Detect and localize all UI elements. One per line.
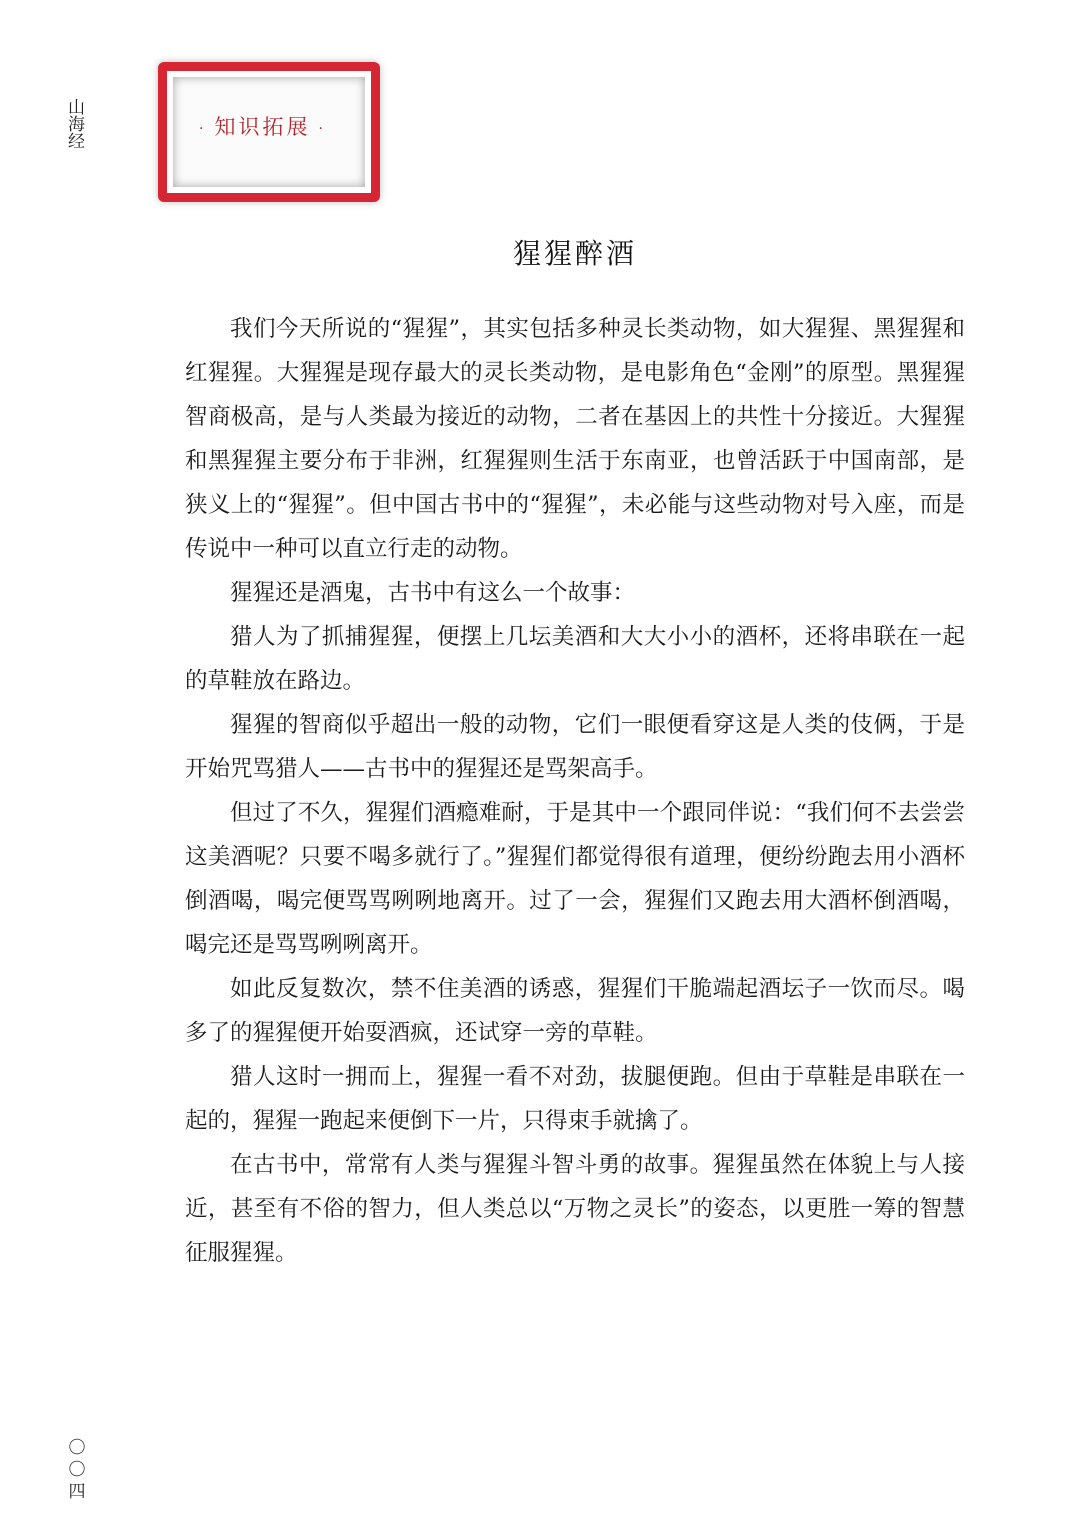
paragraph-1: 我们今天所说的“猩猩”，其实包括多种灵长类动物，如大猩猩、黑猩猩和红猩猩。大猩猩是现存最大的灵长类动物，是电影角色“金刚”的原型。黑猩猩智商极高，是与人类最为接近的动物，二者在基因上的共性十分接近。大猩猩和黑猩猩主要分布于非洲，红猩猩则生活于东南亚，也曾活跃于中国南部，是狭义上的“猩猩”。但中国古书中的“猩猩”，未必能与这些动物对号入座，而是传说中一种可以直立行走的动物。 <box>185 316 965 562</box>
badge-dot-left: · <box>199 120 207 137</box>
paragraph-7: 猎人这时一拥而上，猩猩一看不对劲，拔腿便跑。但由于草鞋是串联在一起的，猩猩一跑起来便倒下一片，只得束手就擒了。 <box>185 1064 965 1134</box>
paragraph-2: 猩猩还是酒鬼，古书中有这么一个故事： <box>230 580 636 606</box>
paragraph-8: 在古书中，常常有人类与猩猩斗智斗勇的故事。猩猩虽然在体貌上与人接近，甚至有不俗的智力，但人类总以“万物之灵长”的姿态，以更胜一筹的智慧征服猩猩。 <box>185 1152 965 1266</box>
page-number-digit-3: 四 <box>68 1482 86 1502</box>
paragraph-5: 但过了不久，猩猩们酒瘾难耐，于是其中一个跟同伴说：“我们何不去尝尝这美酒呢？只要不喝多就行了。”猩猩们都觉得很有道理，便纷纷跑去用小酒杯倒酒喝，喝完便骂骂咧咧地离开。过了一会，猩猩们又跑去用大酒杯倒酒喝，喝完还是骂骂咧咧离开。 <box>185 800 965 958</box>
badge-label: 知识拓展 <box>214 115 311 139</box>
paragraph-6: 如此反复数次，禁不住美酒的诱惑，猩猩们干脆端起酒坛子一饮而尽。喝多了的猩猩便开始耍酒疯，还试穿一旁的草鞋。 <box>185 976 965 1046</box>
page-number-digit-1: 〇 <box>68 1438 86 1458</box>
page-number <box>64 1437 90 1503</box>
section-badge <box>158 62 380 202</box>
badge-label-row <box>191 111 334 141</box>
paragraph-3: 猎人为了抓捕猩猩，便摆上几坛美酒和大大小小的酒杯，还将串联在一起的草鞋放在路边。 <box>185 624 965 694</box>
article-body <box>185 307 965 1275</box>
page-number-digit-2: 〇 <box>68 1460 86 1480</box>
article-title: 猩猩醉酒 <box>512 237 637 270</box>
badge-dot-right: · <box>318 120 326 137</box>
running-head: 山海经 <box>64 98 84 149</box>
paragraph-4: 猩猩的智商似乎超出一般的动物，它们一眼便看穿这是人类的伎俩，于是开始咒骂猎人——古书中的猩猩还是骂架高手。 <box>185 712 965 782</box>
badge-inner-panel <box>173 77 365 187</box>
